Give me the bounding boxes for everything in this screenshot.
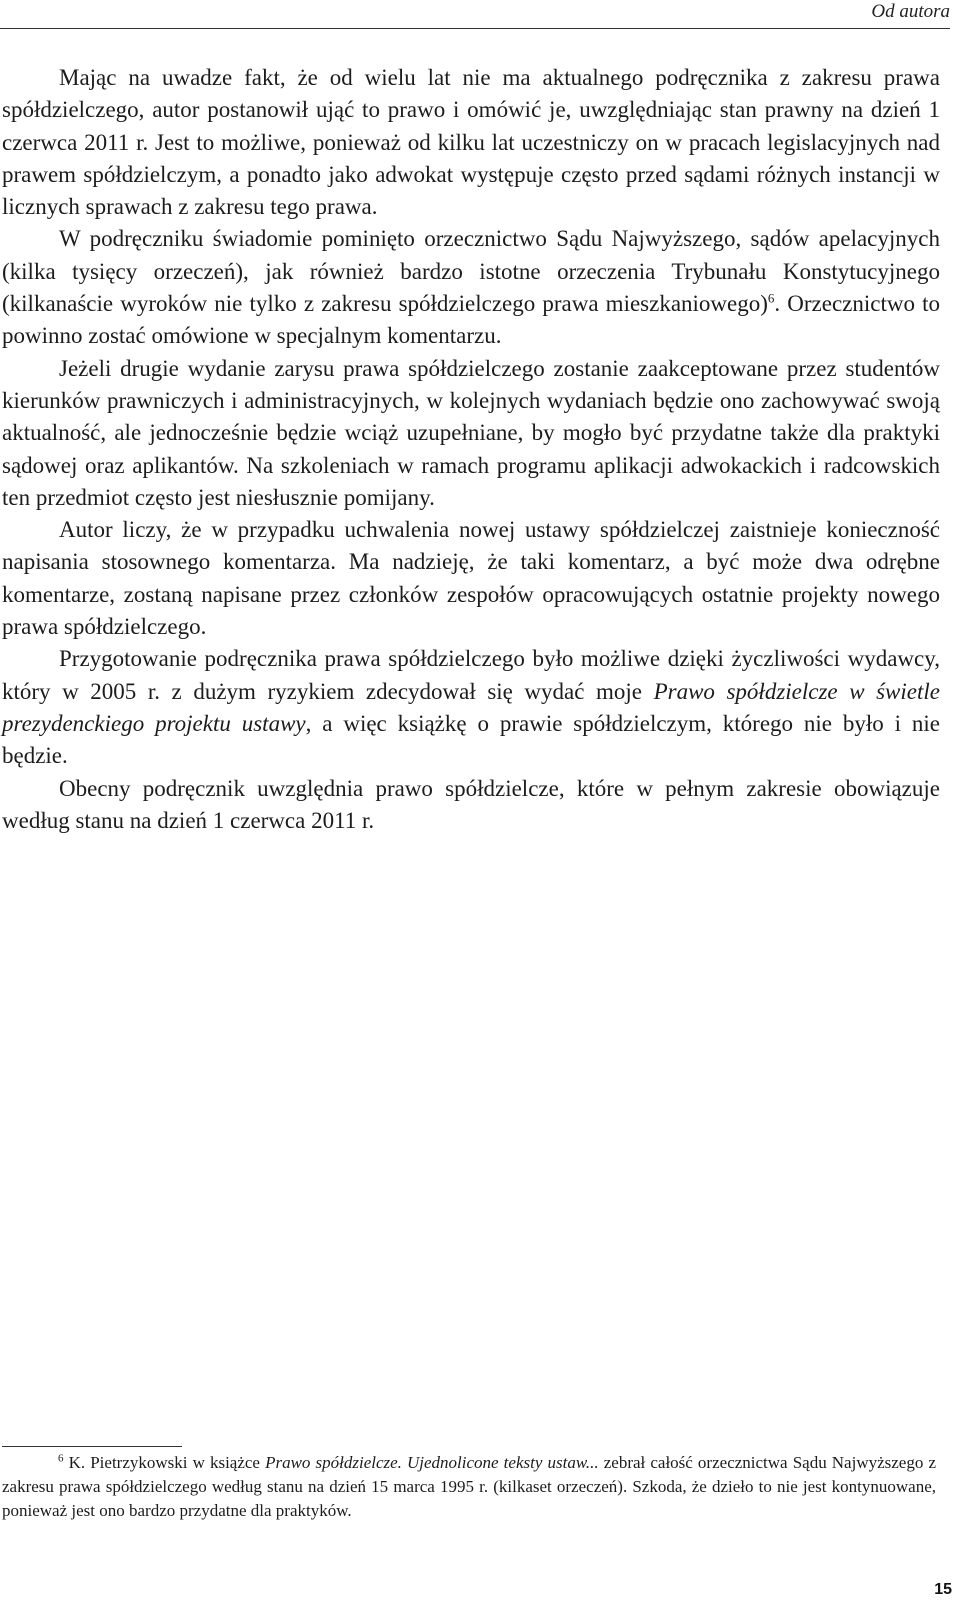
paragraph-text: , a więc książkę o prawie spółdzielczym, którego nie było i nie będzie. bbox=[2, 710, 940, 769]
paragraph: Autor liczy, że w przypadku uchwalenia nowej ustawy spółdzielczej zaistnieje konieczność napisania stosownego komentarza. Ma nadzieję, że taki komentarz, a być może dwa odrębne komentarze, zostaną napisane przez członków zespołów opracowujących ostatnie projekty nowego prawa spółdzielczego. bbox=[2, 517, 940, 640]
footnote-paragraph bbox=[2, 1451, 936, 1523]
footnote bbox=[2, 1451, 936, 1523]
paragraph-text: W podręczniku świadomie pominięto orzecznictwo Sądu Najwyższego, sądów apelacyjnych (kilka tysięcy orzeczeń), jak również bardzo istotne orzeczenia Trybunału Konstytucyjnego (kilkanaście wyroków nie tylko z zakresu spółdzielczego prawa mieszkaniowego) bbox=[2, 226, 940, 317]
footnote-text: zebrał całość orzecznictwa Sądu Najwyższego z zakresu prawa spółdzielczego według stanu na dzień 15 marca 1995 r. (kilkaset orzeczeń). Szkoda, że dzieło to nie jest kontynuowane, ponieważ jest ono bardzo przydatne dla praktyków. bbox=[2, 1453, 936, 1520]
paragraph bbox=[2, 223, 940, 352]
footnote-book-title: Prawo spółdzielcze. Ujednolicone teksty ustaw... bbox=[265, 1453, 599, 1472]
footnote-number: 6 bbox=[58, 1452, 64, 1465]
paragraph bbox=[2, 643, 940, 772]
main-text bbox=[2, 62, 940, 837]
paragraph-text: Przygotowanie podręcznika prawa spółdzielczego było możliwe dzięki życzliwości wydawcy, który w 2005 r. z dużym ryzykiem zdecydował się wydać moje bbox=[2, 646, 940, 704]
paragraph: Obecny podręcznik uwzględnia prawo spółdzielcze, które w pełnym zakresie obowiązuje według stanu na dzień 1 czerwca 2011 r. bbox=[2, 775, 940, 833]
header-rule bbox=[0, 28, 950, 29]
paragraph: Mając na uwadze fakt, że od wielu lat nie ma aktualnego podręcznika z zakresu prawa spółdzielczego, autor postanowił ująć to prawo i omówić je, uwzględniając stan prawny na dzień 1 czerwca 2011 r. Jest to możliwe, ponieważ od kilku lat uczestniczy on w pracach legislacyjnych nad prawem spółdzielczym, a ponadto jako adwokat występuje często przed sądami różnych instancji w licznych sprawach z zakresu tego prawa. bbox=[2, 65, 940, 220]
page-number: 15 bbox=[934, 1581, 952, 1598]
paragraph-text: . Orzecznictwo to powinno zostać omówione w specjalnym komentarzu. bbox=[2, 291, 941, 349]
book-title: Prawo spółdzielcze w świetle prezydenckiego projektu ustawy bbox=[2, 678, 940, 736]
running-head: Od autora bbox=[871, 1, 950, 22]
footnote-text: K. Pietrzykowski w książce bbox=[63, 1453, 266, 1472]
footnote-rule bbox=[2, 1446, 182, 1447]
footnote-reference: 6 bbox=[767, 290, 775, 306]
paragraph: Jeżeli drugie wydanie zarysu prawa spółdzielczego zostanie zaakceptowane przez studentów kierunków prawniczych i administracyjnych, w kolejnych wydaniach będzie ono zachowywać swoją aktualność, ale jednocześnie będzie wciąż uzupełniane, by mogło być przydatne także dla praktyki sądowej oraz aplikantów. Na szkoleniach w ramach programu aplikacji adwokackich i radcowskich ten przedmiot często jest niesłusznie pomijany. bbox=[2, 355, 940, 510]
